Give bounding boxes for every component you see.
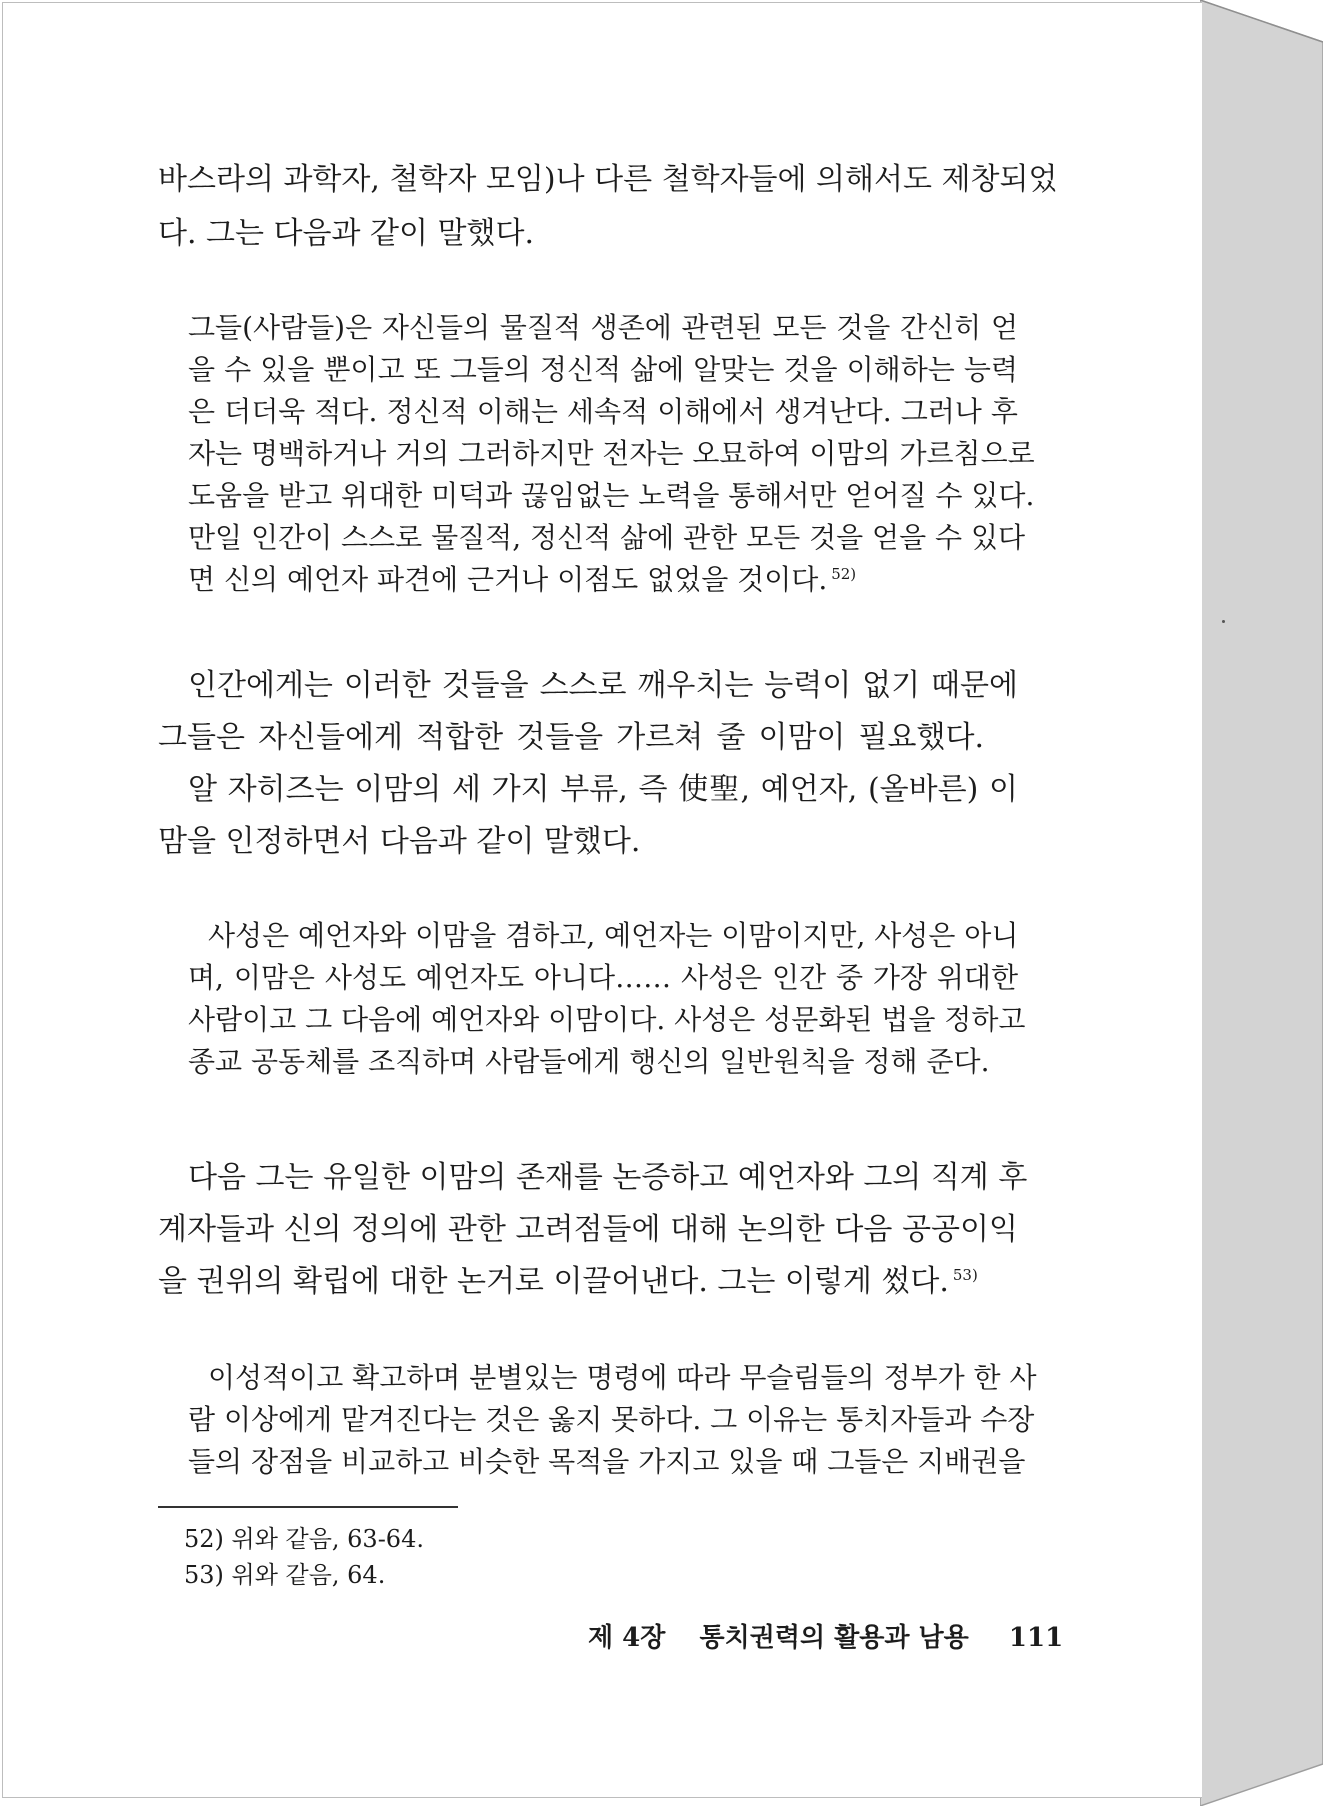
quote-line: 만일 인간이 스스로 물질적, 정신적 삶에 관한 모든 것을 얻을 수 있다 bbox=[188, 521, 1026, 554]
quote-line: 종교 공동체를 조직하며 사람들에게 행신의 일반원칙을 정해 준다. bbox=[188, 1045, 990, 1078]
footnote-52: 52) 위와 같음, 63-64. bbox=[184, 1525, 424, 1553]
running-footer bbox=[588, 1622, 1063, 1654]
body-line: 알 자히즈는 이맘의 세 가지 부류, 즉 使聖, 예언자, (올바른) 이 bbox=[188, 772, 1018, 807]
quote-line: 람 이상에게 맡겨진다는 것은 옳지 못하다. 그 이유는 통치자들과 수장 bbox=[188, 1403, 1035, 1436]
body-line-with-footnote bbox=[158, 1262, 1018, 1302]
quote-line: 사람이고 그 다음에 예언자와 이맘이다. 사성은 성문화된 법을 정하고 bbox=[188, 1003, 1026, 1036]
quote-line-with-footnote bbox=[188, 560, 1018, 600]
body-line: 인간에게는 이러한 것들을 스스로 깨우치는 능력이 없기 때문에 bbox=[188, 668, 1018, 703]
body-line: 맘을 인정하면서 다음과 같이 말했다. bbox=[158, 824, 641, 859]
quote-line: 그들(사람들)은 자신들의 물질적 생존에 관련된 모든 것을 간신히 얻 bbox=[188, 311, 1018, 344]
footnote-ref-52: 52) bbox=[831, 564, 857, 583]
footer-title: 통치권력의 활용과 남용 bbox=[699, 1623, 969, 1653]
quote-line: 며, 이맘은 사성도 예언자도 아니다…… 사성은 인간 중 가장 위대한 bbox=[188, 961, 1018, 994]
quote-line: 자는 명백하거나 거의 그러하지만 전자는 오묘하여 이맘의 가르침으로 bbox=[188, 437, 1035, 470]
body-line: 다. 그는 다음과 같이 말했다. bbox=[158, 216, 534, 251]
footnote-rule bbox=[158, 1506, 458, 1508]
body-line: 다음 그는 유일한 이맘의 존재를 논증하고 예언자와 그의 직계 후 bbox=[188, 1160, 1028, 1195]
body-line: 그들은 자신들에게 적합한 것들을 가르쳐 줄 이맘이 필요했다. bbox=[158, 720, 984, 755]
quote-line: 이성적이고 확고하며 분별있는 명령에 따라 무슬림들의 정부가 한 사 bbox=[208, 1361, 1037, 1394]
quote-line-text: 면 신의 예언자 파견에 근거나 이점도 없었을 것이다. bbox=[188, 563, 828, 596]
quote-line: 도움을 받고 위대한 미덕과 끊임없는 노력을 통해서만 얻어질 수 있다. bbox=[188, 479, 1035, 512]
quote-line: 사성은 예언자와 이맘을 겸하고, 예언자는 이맘이지만, 사성은 아니 bbox=[208, 919, 1019, 952]
body-line: 계자들과 신의 정의에 관한 고려점들에 대해 논의한 다음 공공이익 bbox=[158, 1212, 1018, 1247]
quote-line: 들의 장점을 비교하고 비슷한 목적을 가지고 있을 때 그들은 지배권을 bbox=[188, 1445, 1026, 1478]
book-page bbox=[2, 2, 1202, 1798]
body-line: 바스라의 과학자, 철학자 모임)나 다른 철학자들에 의해서도 제창되었 bbox=[158, 162, 1058, 197]
scan-speck bbox=[1222, 620, 1225, 623]
quote-line: 을 수 있을 뿐이고 또 그들의 정신적 삶에 알맞는 것을 이해하는 능력 bbox=[188, 353, 1018, 386]
page-stack-edge bbox=[1200, 0, 1323, 1806]
footnote-53: 53) 위와 같음, 64. bbox=[184, 1561, 386, 1589]
page-stack-side bbox=[1200, 0, 1323, 1806]
quote-line: 은 더더욱 적다. 정신적 이해는 세속적 이해에서 생겨난다. 그러나 후 bbox=[188, 395, 1018, 428]
body-line-text: 을 권위의 확립에 대한 논거로 이끌어낸다. 그는 이렇게 썼다. bbox=[158, 1264, 949, 1299]
footer-chapter: 제 4장 bbox=[588, 1623, 666, 1653]
page-number: 111 bbox=[1008, 1623, 1064, 1653]
footnote-ref-53: 53) bbox=[952, 1266, 978, 1284]
